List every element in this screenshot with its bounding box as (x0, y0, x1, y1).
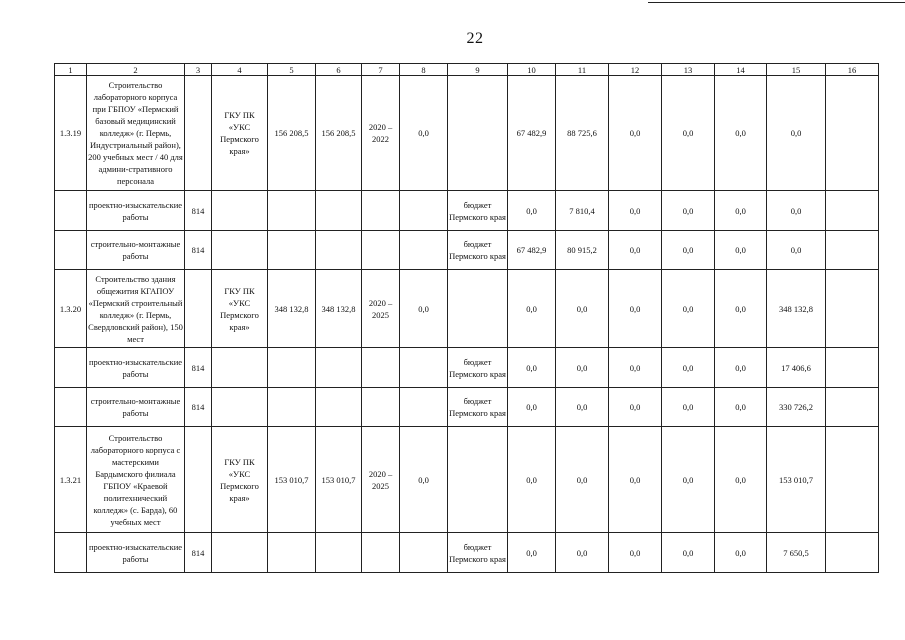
column-number: 10 (508, 64, 556, 76)
column-number: 3 (185, 64, 212, 76)
cell-value-col-15: 330 726,2 (767, 388, 826, 427)
cell-customer (212, 388, 268, 427)
cell-value-col-10: 0,0 (508, 533, 556, 573)
cell-remaining-cost (316, 388, 362, 427)
cell-item-number: 1.3.20 (55, 270, 87, 348)
cell-item-number (55, 231, 87, 270)
cell-customer (212, 533, 268, 573)
cell-customer: ГКУ ПК «УКС Пермского края» (212, 76, 268, 191)
cell-value-col-16 (826, 191, 879, 231)
cell-code (185, 270, 212, 348)
cell-remaining-cost (316, 348, 362, 388)
column-number: 1 (55, 64, 87, 76)
cell-code: 814 (185, 388, 212, 427)
budget-table (54, 63, 879, 573)
cell-value-col-14: 0,0 (715, 76, 767, 191)
cell-value-col-13: 0,0 (662, 388, 715, 427)
cell-estimated-cost (268, 388, 316, 427)
cell-estimated-cost (268, 191, 316, 231)
column-number: 15 (767, 64, 826, 76)
cell-value-col-14: 0,0 (715, 533, 767, 573)
cell-value-col-12: 0,0 (609, 231, 662, 270)
work-row (55, 231, 879, 270)
cell-value-col-11: 0,0 (556, 427, 609, 533)
column-number-row (55, 64, 879, 76)
cell-item-name: Строительство лабораторного корпуса с мастерскими Бардымского филиала ГБПОУ «Краевой политехнический колледж» (с. Барда), 60 учебных мест (87, 427, 185, 533)
cell-code: 814 (185, 348, 212, 388)
cell-value-col-12: 0,0 (609, 348, 662, 388)
cell-code: 814 (185, 533, 212, 573)
object-row (55, 270, 879, 348)
cell-prior-financing: 0,0 (400, 76, 448, 191)
cell-value-col-11: 0,0 (556, 270, 609, 348)
cell-value-col-14: 0,0 (715, 270, 767, 348)
cell-funding-source: бюджет Пермского края (448, 231, 508, 270)
cell-estimated-cost (268, 231, 316, 270)
cell-period (362, 191, 400, 231)
cell-value-col-11: 80 915,2 (556, 231, 609, 270)
top-rule (648, 2, 905, 3)
cell-value-col-16 (826, 76, 879, 191)
cell-code: 814 (185, 231, 212, 270)
cell-item-number (55, 388, 87, 427)
cell-value-col-10: 67 482,9 (508, 76, 556, 191)
cell-value-col-16 (826, 388, 879, 427)
cell-customer: ГКУ ПК «УКС Пермского края» (212, 270, 268, 348)
cell-prior-financing (400, 231, 448, 270)
work-row (55, 388, 879, 427)
cell-customer: ГКУ ПК «УКС Пермского края» (212, 427, 268, 533)
cell-period (362, 348, 400, 388)
budget-table-body (55, 64, 879, 573)
cell-item-name: проектно-изыскательские работы (87, 533, 185, 573)
cell-funding-source (448, 270, 508, 348)
column-number: 4 (212, 64, 268, 76)
cell-item-name: проектно-изыскательские работы (87, 191, 185, 231)
cell-funding-source (448, 76, 508, 191)
cell-customer (212, 348, 268, 388)
cell-value-col-13: 0,0 (662, 76, 715, 191)
cell-value-col-11: 0,0 (556, 533, 609, 573)
cell-estimated-cost: 156 208,5 (268, 76, 316, 191)
cell-value-col-16 (826, 533, 879, 573)
cell-code: 814 (185, 191, 212, 231)
cell-prior-financing (400, 348, 448, 388)
cell-value-col-11: 0,0 (556, 388, 609, 427)
column-number: 7 (362, 64, 400, 76)
cell-funding-source (448, 427, 508, 533)
cell-prior-financing: 0,0 (400, 427, 448, 533)
column-number: 14 (715, 64, 767, 76)
cell-period: 2020 – 2022 (362, 76, 400, 191)
cell-code (185, 427, 212, 533)
cell-value-col-15: 17 406,6 (767, 348, 826, 388)
cell-remaining-cost: 153 010,7 (316, 427, 362, 533)
cell-value-col-12: 0,0 (609, 191, 662, 231)
cell-value-col-12: 0,0 (609, 427, 662, 533)
column-number: 13 (662, 64, 715, 76)
cell-value-col-12: 0,0 (609, 388, 662, 427)
cell-value-col-15: 153 010,7 (767, 427, 826, 533)
cell-item-number (55, 348, 87, 388)
cell-value-col-13: 0,0 (662, 270, 715, 348)
cell-period (362, 533, 400, 573)
cell-value-col-11: 88 725,6 (556, 76, 609, 191)
cell-estimated-cost: 153 010,7 (268, 427, 316, 533)
cell-item-name: Строительство лабораторного корпуса при ГБПОУ «Пермский базовый медицинский колледж» (г. Пермь, Индустриальный район), 200 учебных мест / 40 для админи-стративного персонала (87, 76, 185, 191)
cell-remaining-cost: 156 208,5 (316, 76, 362, 191)
cell-remaining-cost (316, 231, 362, 270)
cell-value-col-16 (826, 427, 879, 533)
cell-value-col-14: 0,0 (715, 348, 767, 388)
cell-estimated-cost (268, 533, 316, 573)
work-row (55, 533, 879, 573)
cell-period: 2020 – 2025 (362, 270, 400, 348)
cell-item-name: проектно-изыскательские работы (87, 348, 185, 388)
cell-prior-financing (400, 533, 448, 573)
cell-value-col-10: 67 482,9 (508, 231, 556, 270)
cell-estimated-cost (268, 348, 316, 388)
cell-value-col-10: 0,0 (508, 270, 556, 348)
page-number: 22 (466, 30, 484, 47)
cell-estimated-cost: 348 132,8 (268, 270, 316, 348)
cell-value-col-13: 0,0 (662, 533, 715, 573)
cell-item-name: Строительство здания общежития КГАПОУ «Пермский строительный колледж» (г. Пермь, Свердловский район), 150 мест (87, 270, 185, 348)
cell-value-col-16 (826, 348, 879, 388)
cell-item-number: 1.3.21 (55, 427, 87, 533)
cell-item-number (55, 191, 87, 231)
column-number: 2 (87, 64, 185, 76)
cell-prior-financing (400, 191, 448, 231)
cell-value-col-10: 0,0 (508, 388, 556, 427)
cell-item-name: строительно-монтажные работы (87, 388, 185, 427)
cell-period (362, 231, 400, 270)
column-number: 8 (400, 64, 448, 76)
cell-value-col-16 (826, 231, 879, 270)
cell-funding-source: бюджет Пермского края (448, 191, 508, 231)
cell-value-col-13: 0,0 (662, 348, 715, 388)
cell-funding-source: бюджет Пермского края (448, 388, 508, 427)
cell-value-col-14: 0,0 (715, 231, 767, 270)
column-number: 12 (609, 64, 662, 76)
cell-value-col-14: 0,0 (715, 427, 767, 533)
cell-value-col-16 (826, 270, 879, 348)
cell-value-col-15: 348 132,8 (767, 270, 826, 348)
cell-value-col-11: 0,0 (556, 348, 609, 388)
column-number: 5 (268, 64, 316, 76)
cell-value-col-15: 0,0 (767, 76, 826, 191)
cell-value-col-13: 0,0 (662, 231, 715, 270)
column-number: 16 (826, 64, 879, 76)
cell-remaining-cost (316, 533, 362, 573)
cell-value-col-15: 0,0 (767, 191, 826, 231)
object-row (55, 427, 879, 533)
cell-period (362, 388, 400, 427)
work-row (55, 348, 879, 388)
cell-value-col-13: 0,0 (662, 191, 715, 231)
cell-item-number (55, 533, 87, 573)
cell-value-col-12: 0,0 (609, 76, 662, 191)
cell-value-col-12: 0,0 (609, 270, 662, 348)
column-number: 11 (556, 64, 609, 76)
column-number: 9 (448, 64, 508, 76)
cell-period: 2020 – 2025 (362, 427, 400, 533)
cell-value-col-13: 0,0 (662, 427, 715, 533)
cell-code (185, 76, 212, 191)
cell-prior-financing: 0,0 (400, 270, 448, 348)
cell-value-col-10: 0,0 (508, 348, 556, 388)
object-row (55, 76, 879, 191)
cell-item-name: строительно-монтажные работы (87, 231, 185, 270)
cell-customer (212, 231, 268, 270)
cell-value-col-15: 0,0 (767, 231, 826, 270)
cell-prior-financing (400, 388, 448, 427)
cell-value-col-12: 0,0 (609, 533, 662, 573)
work-row (55, 191, 879, 231)
cell-value-col-11: 7 810,4 (556, 191, 609, 231)
cell-funding-source: бюджет Пермского края (448, 348, 508, 388)
cell-value-col-14: 0,0 (715, 191, 767, 231)
cell-remaining-cost: 348 132,8 (316, 270, 362, 348)
cell-customer (212, 191, 268, 231)
cell-value-col-10: 0,0 (508, 191, 556, 231)
cell-value-col-10: 0,0 (508, 427, 556, 533)
column-number: 6 (316, 64, 362, 76)
cell-remaining-cost (316, 191, 362, 231)
cell-funding-source: бюджет Пермского края (448, 533, 508, 573)
cell-item-number: 1.3.19 (55, 76, 87, 191)
cell-value-col-14: 0,0 (715, 388, 767, 427)
cell-value-col-15: 7 650,5 (767, 533, 826, 573)
